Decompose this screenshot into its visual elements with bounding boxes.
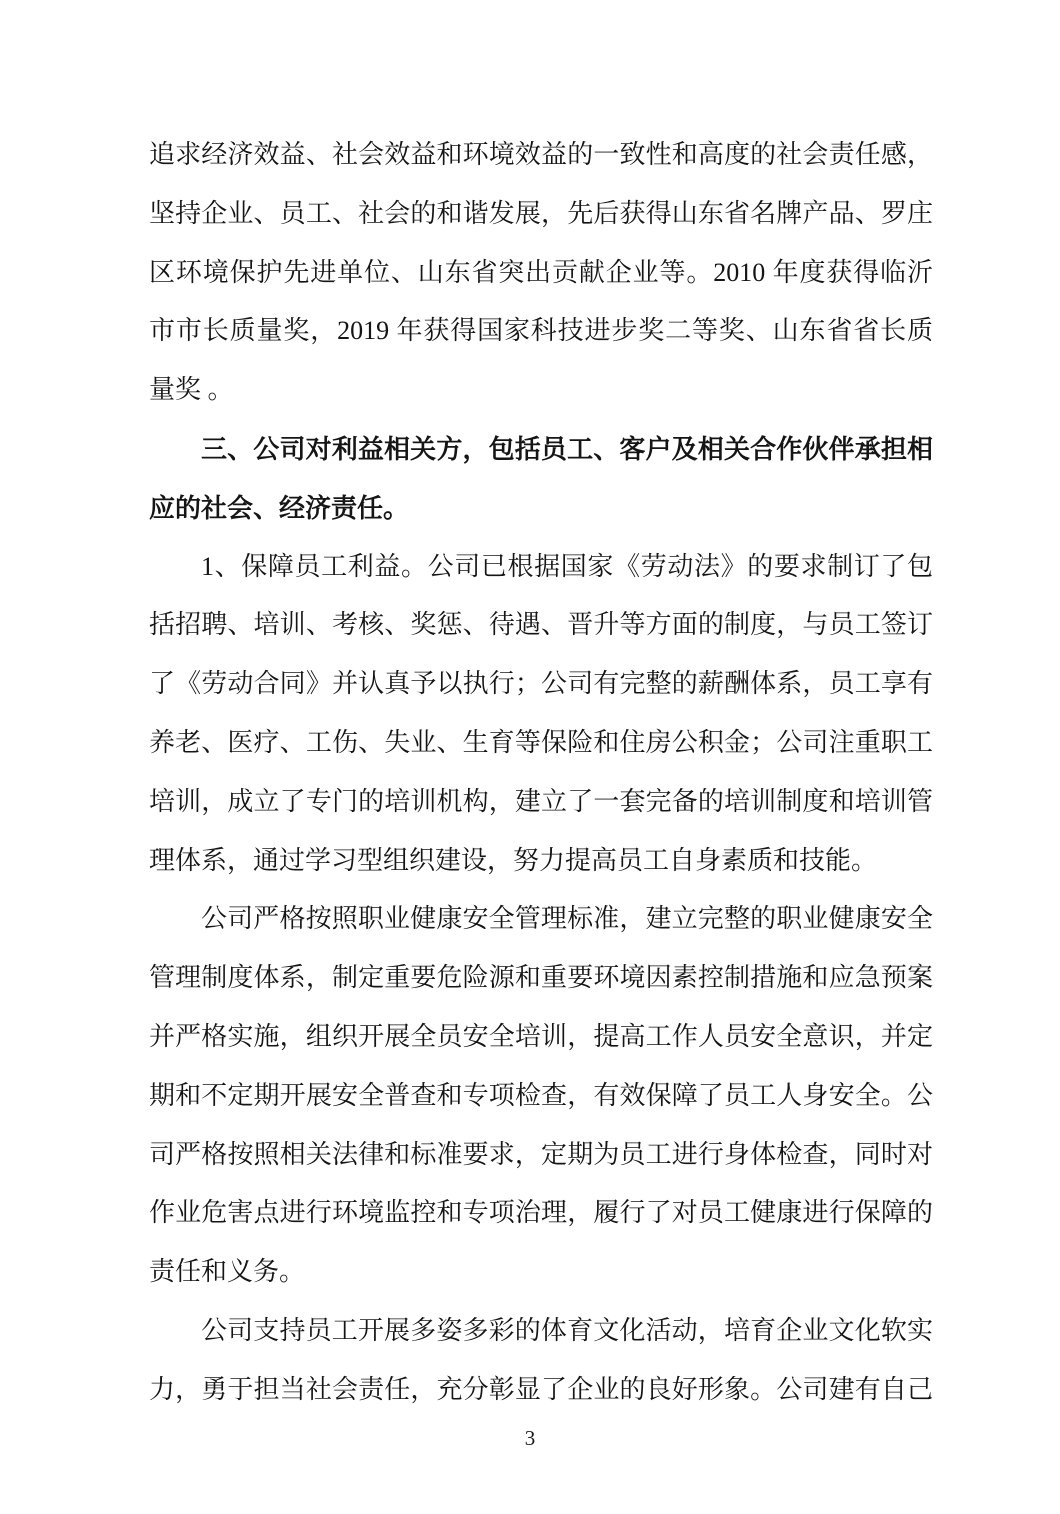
page-number: 3: [524, 1426, 536, 1450]
section-heading-line: 应的社会、经济责任。: [149, 492, 410, 523]
paragraph-line: 力，勇于担当社会责任，充分彰显了企业的良好形象。公司建有自己: [149, 1374, 933, 1404]
paragraph-line: 司严格按照相关法律和标准要求，定期为员工进行身体检查，同时对: [149, 1139, 933, 1169]
page-footer: [0, 1426, 1060, 1450]
paragraph-line: 了《劳动合同》并认真予以执行；公司有完整的薪酬体系，员工享有: [149, 669, 933, 699]
section-heading-line: 三、公司对利益相关方，包括员工、客户及相关合作伙伴承担相: [201, 433, 933, 464]
paragraph-line: 并严格实施，组织开展全员安全培训，提高工作人员安全意识，并定: [149, 1021, 933, 1051]
paragraph-line: 责任和义务。: [149, 1257, 306, 1287]
paragraph-line: 市市长质量奖，2019 年获得国家科技进步奖二等奖、山东省省长质: [149, 316, 933, 346]
paragraph-line: 期和不定期开展安全普查和专项检查，有效保障了员工人身安全。公: [149, 1080, 933, 1110]
paragraph-line: 追求经济效益、社会效益和环境效益的一致性和高度的社会责任感，: [149, 140, 933, 169]
paragraph-line: 作业危害点进行环境监控和专项治理，履行了对员工健康进行保障的: [149, 1198, 933, 1228]
paragraph-line: 括招聘、培训、考核、奖惩、待遇、晋升等方面的制度，与员工签订: [149, 610, 933, 640]
paragraph-line: 公司严格按照职业健康安全管理标准，建立完整的职业健康安全: [201, 904, 933, 934]
paragraph-line: 坚持企业、员工、社会的和谐发展，先后获得山东省名牌产品、罗庄: [149, 198, 933, 228]
paragraph-line: 理体系，通过学习型组织建设，努力提高员工自身素质和技能。: [149, 845, 878, 875]
paragraph-line: 培训，成立了专门的培训机构，建立了一套完备的培训制度和培训管: [149, 786, 933, 816]
paragraph-line: 管理制度体系，制定重要危险源和重要环境因素控制措施和应急预案: [149, 963, 933, 993]
paragraph-line: 公司支持员工开展多姿多彩的体育文化活动，培育企业文化软实: [201, 1315, 933, 1345]
paragraph-line: 区环境保护先进单位、山东省突出贡献企业等。2010 年度获得临沂: [149, 257, 933, 287]
paragraph-line: 1、保障员工利益。公司已根据国家《劳动法》的要求制订了包: [201, 551, 933, 581]
document-page: [149, 126, 933, 1420]
paragraph-line: 量奖 。: [149, 375, 234, 405]
paragraph-line: 养老、医疗、工伤、失业、生育等保险和住房公积金；公司注重职工: [149, 727, 933, 757]
